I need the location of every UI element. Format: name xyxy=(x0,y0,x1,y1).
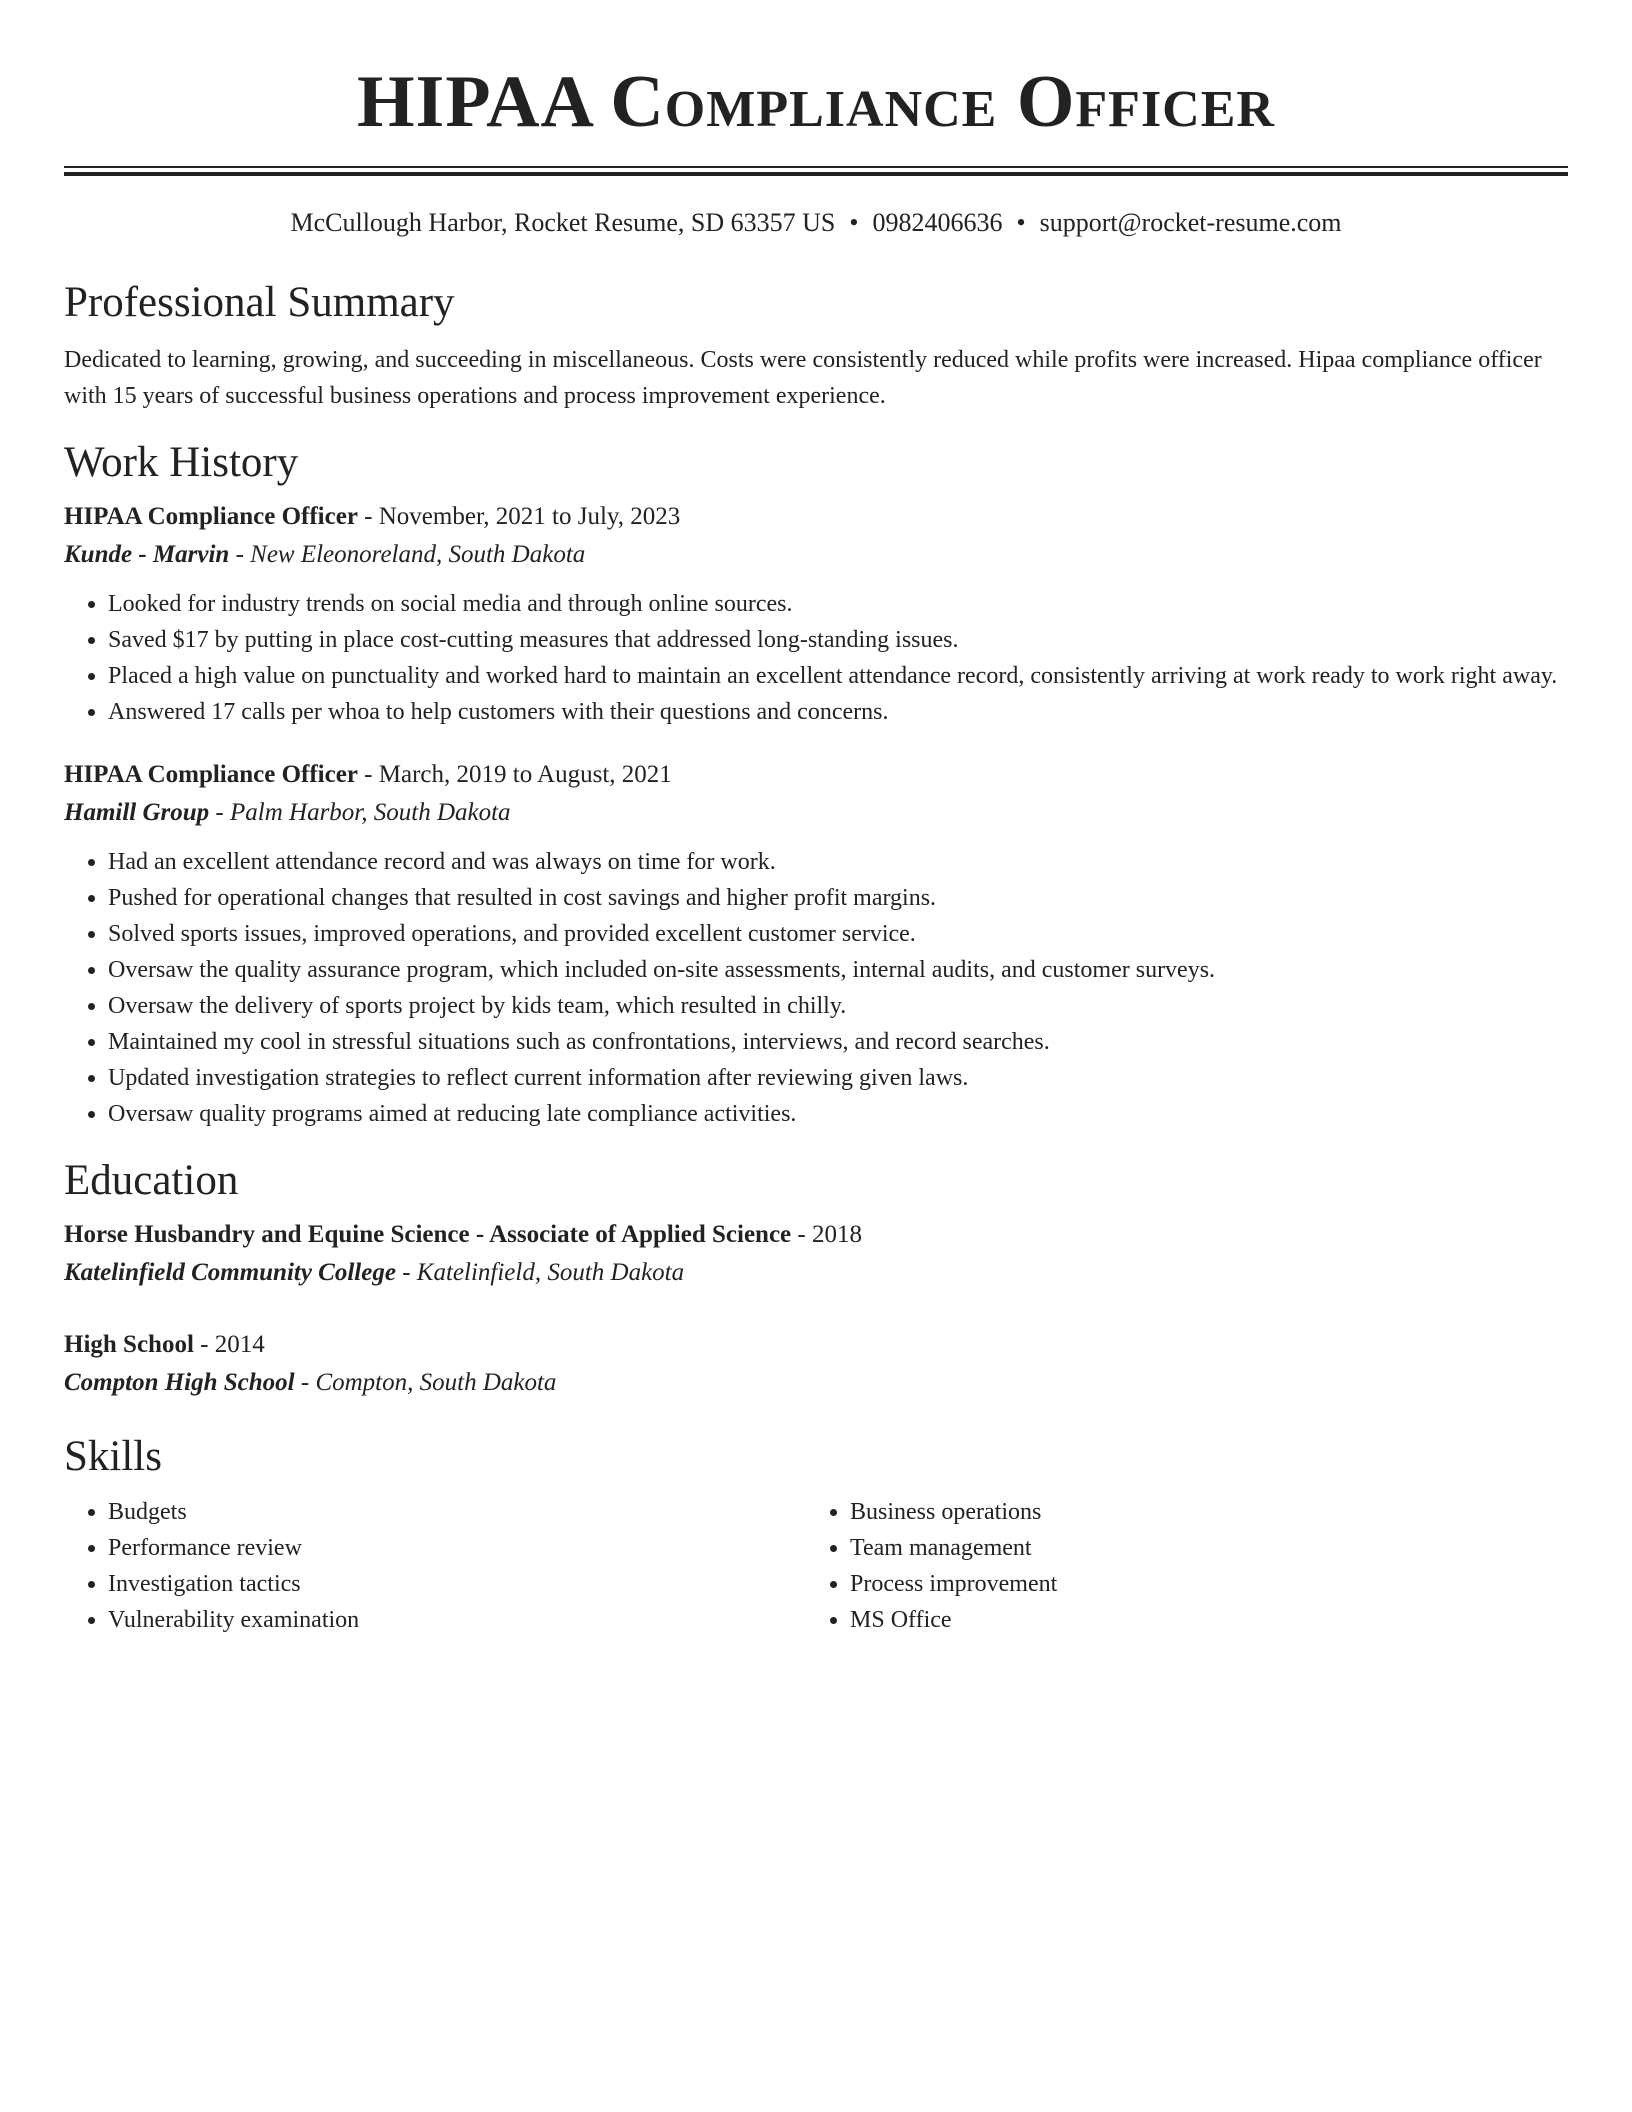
education-degree-line xyxy=(64,1216,1568,1254)
skill-item: • Investigation tactics xyxy=(108,1566,806,1602)
job-bullet: • Oversaw the quality assurance program, which included on-site assessments, internal audits, and customer surveys. xyxy=(108,952,1568,988)
skill-item: • Business operations xyxy=(850,1494,1548,1530)
section-heading-skills: Skills xyxy=(64,1433,162,1480)
skill-item: • Budgets xyxy=(108,1494,806,1530)
job-bullets xyxy=(64,844,1568,1132)
contact-line xyxy=(64,206,1568,240)
education-degree-line xyxy=(64,1326,1568,1364)
education-entry xyxy=(64,1216,1568,1292)
education-year: - 2018 xyxy=(791,1221,862,1248)
title-divider xyxy=(64,166,1568,176)
education-location: - Compton, South Dakota xyxy=(294,1369,557,1396)
job-bullet: • Placed a high value on punctuality and worked hard to maintain an excellent attendance record, consistently arriving at work ready to work right away. xyxy=(108,658,1568,694)
skill-item: • Team management xyxy=(850,1530,1548,1566)
job-bullets xyxy=(64,586,1568,730)
job-title: HIPAA Compliance Officer xyxy=(64,503,358,530)
job-bullet: • Maintained my cool in stressful situations such as confrontations, interviews, and record searches. xyxy=(108,1024,1568,1060)
contact-separator: • xyxy=(849,208,859,237)
job-company: Hamill Group xyxy=(64,799,210,826)
education-degree: Horse Husbandry and Equine Science - Associate of Applied Science xyxy=(64,1221,792,1248)
job-bullet: • Oversaw quality programs aimed at reducing late compliance activities. xyxy=(108,1096,1568,1132)
education-degree: High School xyxy=(64,1331,194,1358)
job-company: Kunde - Marvin xyxy=(64,541,230,568)
education-school: Compton High School xyxy=(64,1369,295,1396)
resume-title: HIPAA Compliance Officer xyxy=(357,61,1275,143)
job-bullet: • Solved sports issues, improved operations, and provided excellent customer service. xyxy=(108,916,1568,952)
job-title-line xyxy=(64,756,1568,794)
job-bullet: • Looked for industry trends on social media and through online sources. xyxy=(108,586,1568,622)
education-location: - Katelinfield, South Dakota xyxy=(395,1259,685,1286)
job-entry xyxy=(64,756,1568,1132)
contact-email: support@rocket-resume.com xyxy=(1039,208,1342,237)
job-dates: - March, 2019 to August, 2021 xyxy=(357,761,672,788)
job-title: HIPAA Compliance Officer xyxy=(64,761,358,788)
job-bullet: • Had an excellent attendance record and was always on time for work. xyxy=(108,844,1568,880)
job-title-line xyxy=(64,498,1568,536)
education-school-line xyxy=(64,1254,1568,1292)
job-company-line xyxy=(64,536,1568,574)
job-location: - New Eleonoreland, South Dakota xyxy=(229,541,586,568)
skill-item: • MS Office xyxy=(850,1602,1548,1638)
job-bullet: • Updated investigation strategies to reflect current information after reviewing given laws. xyxy=(108,1060,1568,1096)
education-year: - 2014 xyxy=(193,1331,265,1358)
job-location: - Palm Harbor, South Dakota xyxy=(209,799,511,826)
education-entry xyxy=(64,1326,1568,1402)
resume-page xyxy=(64,0,1568,1638)
section-heading-education: Education xyxy=(64,1157,239,1204)
job-entry xyxy=(64,498,1568,730)
skill-item: • Vulnerability examination xyxy=(108,1602,806,1638)
skills-column-right xyxy=(806,1494,1548,1638)
skill-item: • Performance review xyxy=(108,1530,806,1566)
skill-item: • Process improvement xyxy=(850,1566,1548,1602)
job-bullet: • Oversaw the delivery of sports project by kids team, which resulted in chilly. xyxy=(108,988,1568,1024)
job-company-line xyxy=(64,794,1568,832)
contact-phone: 0982406636 xyxy=(872,208,1003,237)
job-bullet: • Answered 17 calls per whoa to help customers with their questions and concerns. xyxy=(108,694,1568,730)
contact-address: McCullough Harbor, Rocket Resume, SD 63357 US xyxy=(290,208,836,237)
education-school: Katelinfield Community College xyxy=(64,1259,396,1286)
job-bullet: • Pushed for operational changes that resulted in cost savings and higher profit margins. xyxy=(108,880,1568,916)
skills-column-left xyxy=(64,1494,806,1638)
section-heading-work: Work History xyxy=(64,439,299,486)
job-bullet: • Saved $17 by putting in place cost-cutting measures that addressed long-standing issues. xyxy=(108,622,1568,658)
contact-separator: • xyxy=(1016,208,1026,237)
education-school-line xyxy=(64,1364,1568,1402)
skills-grid xyxy=(64,1494,1568,1638)
summary-text: Dedicated to learning, growing, and succeeding in miscellaneous. Costs were consistently reduced while profits were increased. Hipaa compliance officer with 15 years of successful business operations and process improvement experience. xyxy=(64,347,1542,409)
section-heading-summary: Professional Summary xyxy=(64,279,455,326)
job-dates: - November, 2021 to July, 2023 xyxy=(357,503,681,530)
